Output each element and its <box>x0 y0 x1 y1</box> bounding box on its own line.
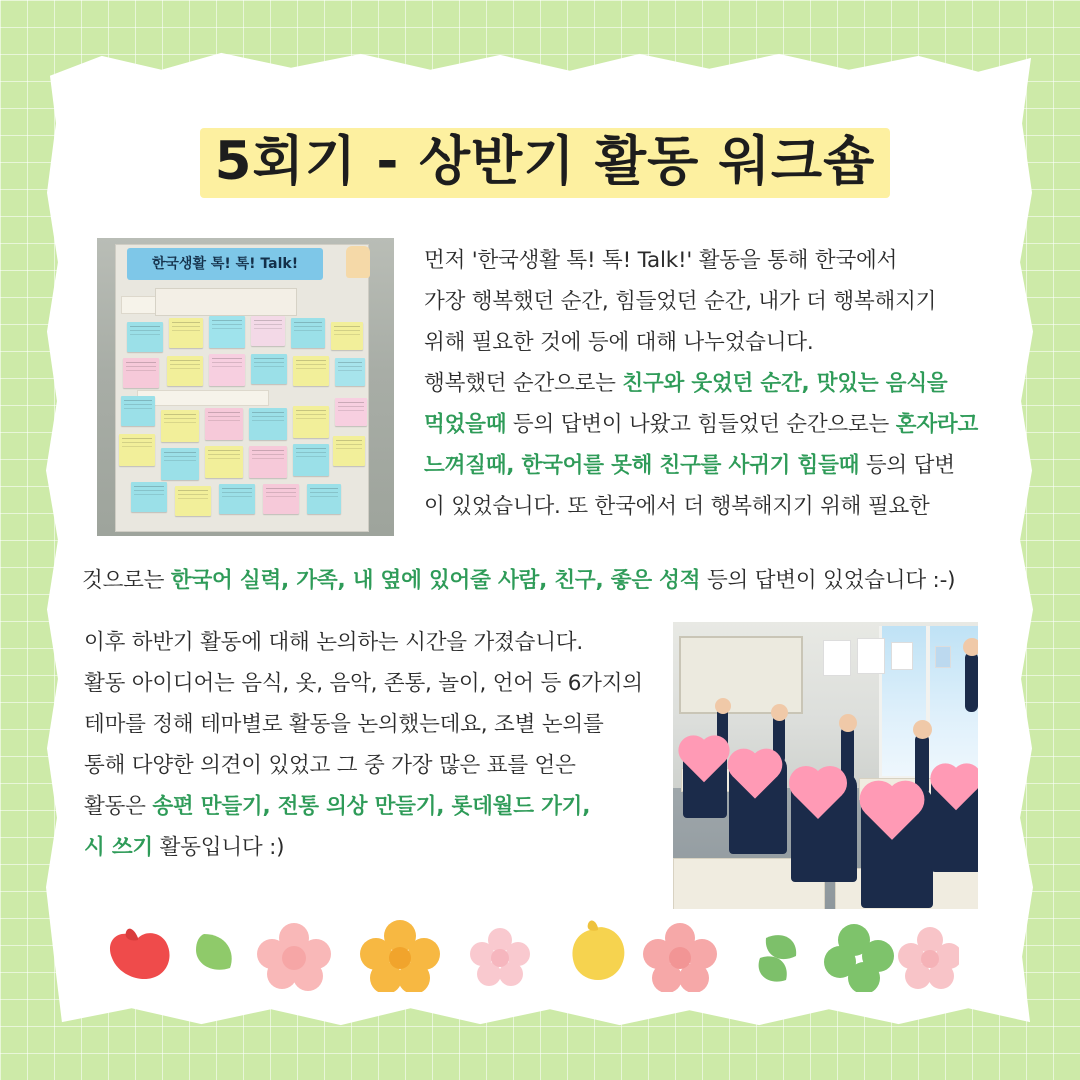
wall-poster <box>891 642 913 670</box>
student-hand <box>963 638 978 656</box>
p1-line-1: 먼저 '한국생활 톡! 톡! Talk!' 활동을 통해 한국에서 <box>424 248 898 273</box>
student-hand <box>771 704 788 721</box>
page-title-text: 5회기 - 상반기 활동 워크숍 <box>214 131 876 192</box>
sticky-note <box>293 356 329 386</box>
sticky-note <box>251 354 287 384</box>
sticky-note <box>263 484 299 514</box>
classroom-whiteboard <box>679 636 803 714</box>
cherry-blossom-coral <box>643 923 717 992</box>
sticky-note <box>209 354 245 386</box>
clover-green <box>824 924 894 992</box>
sticky-note <box>249 408 287 440</box>
sticky-note <box>119 434 155 466</box>
flower-decoration-row <box>104 912 959 992</box>
activity-board-photo <box>97 238 394 536</box>
sticky-note <box>335 358 365 386</box>
sticky-note <box>167 356 203 386</box>
paragraph-1 <box>424 240 989 527</box>
sticky-note <box>251 316 285 346</box>
student-hand <box>839 714 857 732</box>
p1-line-4: 행복했던 순간으로는 친구와 웃었던 순간, 맛있는 음식을 <box>424 371 948 396</box>
leaf-pair-green <box>759 935 797 981</box>
mascot-icon <box>346 246 370 278</box>
photo-board-sublabel-1 <box>155 288 297 316</box>
p1b-prefix: 것으로는 <box>82 568 171 593</box>
p1-line-7: 이 있었습니다. 또 한국에서 더 행복해지기 위해 필요한 <box>424 494 930 519</box>
classroom-photo <box>673 622 978 909</box>
highlight-answer-happy: 친구와 웃었던 순간, 맛있는 음식을 <box>622 371 948 396</box>
sticky-note <box>307 484 341 514</box>
photo-board-sublabel-3 <box>137 390 269 406</box>
sticky-note <box>175 486 211 516</box>
sticky-note <box>219 484 255 514</box>
sticky-note <box>121 396 155 426</box>
wall-poster <box>935 646 951 668</box>
p1-line-3: 위해 필요한 것에 등에 대해 나누었습니다. <box>424 330 814 355</box>
sticky-note <box>333 436 365 466</box>
cherry-blossom-light-pink <box>898 927 959 989</box>
paragraph-2 <box>84 622 664 868</box>
tulip-yellow-flower <box>572 921 624 980</box>
highlight-answer-need: 한국어 실력, 가족, 내 옆에 있어줄 사람, 친구, 좋은 성적 <box>170 568 701 593</box>
highlight-answer-hard-2: 느껴질때, 한국어를 못해 친구를 사귀기 힘들때 <box>424 453 860 478</box>
tulip-red-flower <box>110 929 170 979</box>
student-arm <box>965 652 978 712</box>
wall-poster <box>857 638 885 674</box>
student-hand <box>913 720 932 739</box>
sticky-note <box>291 318 325 348</box>
leaf-green <box>196 934 232 970</box>
sticky-note <box>161 410 199 442</box>
sticky-note <box>161 448 199 480</box>
sticky-note <box>293 444 329 476</box>
highlight-answer-hard: 혼자라고 <box>895 412 979 437</box>
p2-line-2: 활동 아이디어는 음식, 옷, 음악, 존통, 놀이, 언어 등 6가지의 <box>84 671 643 696</box>
sticky-note <box>249 446 287 478</box>
photo-board-title: 한국생활 톡! 톡! Talk! <box>127 248 323 280</box>
paragraph-1-continued <box>82 560 994 601</box>
p2-line-5: 활동은 송편 만들기, 전통 의상 만들기, 롯데월드 가기, <box>84 794 591 819</box>
p2-line-6: 시 쓰기 활동입니다 :) <box>84 835 285 860</box>
sticky-note <box>205 408 243 440</box>
sticky-note <box>169 318 203 348</box>
page-title <box>200 128 890 204</box>
sticky-note <box>127 322 163 352</box>
sticky-note <box>331 322 363 350</box>
sticky-note <box>123 358 159 388</box>
sticky-note <box>131 482 167 512</box>
highlight-answer-happy-2: 먹었을때 <box>424 412 507 437</box>
blossom-pink-flower <box>257 923 331 991</box>
p1-line-6: 느껴질때, 한국어를 못해 친구를 사귀기 힘들때 등의 답변 <box>424 453 955 478</box>
p2-line-1: 이후 하반기 활동에 대해 논의하는 시간을 가졌습니다. <box>84 630 583 655</box>
highlight-chosen-activities-2: 시 쓰기 <box>84 835 153 860</box>
p1-line-5: 먹었을때 등의 답변이 나왔고 힘들었던 순간으로는 혼자라고 <box>424 412 979 437</box>
wall-poster <box>823 640 851 676</box>
sticky-note <box>335 398 367 426</box>
p1-line-2: 가장 행복했던 순간, 힘들었던 순간, 내가 더 행복해지기 <box>424 289 937 314</box>
student-hand <box>715 698 731 714</box>
p2-line-3: 테마를 정해 테마별로 활동을 논의했는데요, 조별 논의를 <box>84 712 604 737</box>
sticky-note <box>205 446 243 478</box>
p2-line-4: 통해 다양한 의견이 있었고 그 중 가장 많은 표를 얻은 <box>84 753 576 778</box>
sticky-note <box>209 316 245 348</box>
highlight-chosen-activities: 송편 만들기, 전통 의상 만들기, 롯데월드 가기, <box>152 794 591 819</box>
cherry-blossom-pink <box>470 928 530 986</box>
p1b-suffix: 등의 답변이 있었습니다 :-) <box>700 568 956 593</box>
daisy-orange-flower <box>360 920 440 992</box>
sticky-note <box>293 406 329 438</box>
